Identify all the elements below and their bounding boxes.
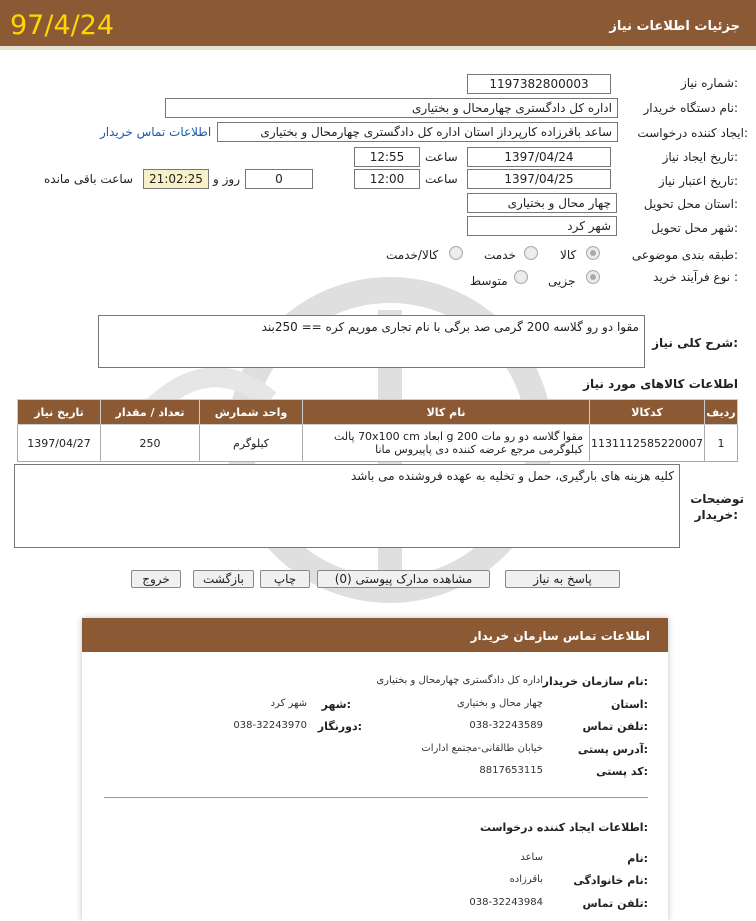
validity-time-field[interactable]: 12:00	[354, 169, 420, 189]
created-date-field[interactable]: 1397/04/24	[467, 147, 611, 167]
province-label-2: استان:	[610, 698, 648, 711]
cell-code: 1131112585220007	[590, 425, 705, 462]
items-table	[17, 399, 738, 462]
respond-button[interactable]: پاسخ به نیاز	[505, 570, 620, 588]
col-header-qty: تعداد / مقدار	[101, 400, 200, 425]
postal-value: 8817653115	[479, 765, 543, 776]
org-label: نام سازمان خریدار:	[542, 675, 648, 688]
name-value: ساعد	[520, 852, 543, 863]
days-label: روز و	[213, 172, 240, 186]
address-label: آدرس پستی:	[577, 743, 648, 756]
col-header-row: ردیف	[705, 400, 738, 425]
back-button[interactable]: بازگشت	[193, 570, 254, 588]
name-label: نام:	[627, 852, 648, 865]
buyer-notes-textarea[interactable]: کلیه هزینه های بارگیری، حمل و تخلیه به عهده فروشنده می باشد	[14, 464, 680, 548]
col-header-name: نام کالا	[303, 400, 590, 425]
cell-name	[303, 425, 590, 462]
creator-phone-label: تلفن تماس:	[582, 897, 648, 910]
cell-name-line2: کیلوگرمی مرجع عرضه کننده دی پاپیروس مانا	[375, 443, 584, 456]
province-field[interactable]: چهار محال و بختیاری	[467, 193, 617, 213]
col-header-code: کدکالا	[590, 400, 705, 425]
cell-row: 1	[705, 425, 738, 462]
fax-value: 038-32243970	[233, 720, 307, 731]
col-header-date: تاریخ نیاز	[18, 400, 101, 425]
category-radio-both[interactable]	[449, 246, 463, 260]
process-option-minor: جزیی	[548, 274, 576, 288]
page-title: جزئیات اطلاعات نیاز	[609, 19, 740, 34]
phone-value: 038-32243589	[469, 720, 543, 731]
buyer-contact-link[interactable]: اطلاعات تماس خریدار	[100, 125, 212, 139]
created-date-label: تاریخ ایجاد نیاز:	[662, 150, 738, 164]
header-date: 97/4/24	[10, 10, 115, 41]
process-option-medium: متوسط	[470, 274, 508, 288]
created-time-field[interactable]: 12:55	[354, 147, 420, 167]
created-time-label: ساعت	[425, 150, 458, 164]
days-field[interactable]: 0	[245, 169, 313, 189]
print-button[interactable]: چاپ	[260, 570, 310, 588]
address-value: خیابان طالقانی-مجتمع ادارات	[421, 743, 543, 754]
items-section-title: اطلاعات کالاهای مورد نیاز	[583, 377, 738, 391]
creator-label: ایجاد کننده درخواست:	[637, 126, 748, 140]
category-option-both: کالا/خدمت	[386, 248, 439, 262]
city-field[interactable]: شهر کرد	[467, 216, 617, 236]
process-label: نوع فرآیند خرید :	[653, 270, 738, 284]
process-radio-minor[interactable]	[586, 270, 600, 284]
province-value-2: چهار محال و بختیاری	[456, 698, 543, 709]
category-option-service: خدمت	[484, 248, 516, 262]
category-radio-goods[interactable]	[586, 246, 600, 260]
buyer-org-field[interactable]: اداره کل دادگستری چهارمحال و بختیاری	[165, 98, 618, 118]
buyer-notes-label-1: توضیحات	[690, 492, 744, 506]
city-value-2: شهر کرد	[270, 698, 307, 709]
validity-date-label: تاریخ اعتبار نیاز:	[658, 174, 738, 188]
category-radio-service[interactable]	[524, 246, 538, 260]
category-label: طبقه بندی موضوعی:	[631, 248, 738, 262]
creator-field[interactable]: ساعد باقرزاده کارپرداز استان اداره کل دادگستری چهارمحال و بختیاری	[217, 122, 618, 142]
phone-label: تلفن تماس:	[582, 720, 648, 733]
process-radio-medium[interactable]	[514, 270, 528, 284]
category-option-goods: کالا	[560, 248, 577, 262]
cell-qty: 250	[101, 425, 200, 462]
postal-label: کد پستی:	[596, 765, 648, 778]
panel-divider	[104, 797, 648, 798]
creator-info-title: اطلاعات ایجاد کننده درخواست:	[480, 821, 648, 834]
buyer-notes-label-2: خریدار:	[694, 508, 738, 522]
contact-panel	[82, 618, 668, 921]
summary-label: شرح کلی نیاز:	[652, 336, 738, 350]
col-header-unit: واحد شمارش	[200, 400, 303, 425]
validity-time-label: ساعت	[425, 172, 458, 186]
creator-phone-value: 038-32243984	[469, 897, 543, 908]
validity-date-field[interactable]: 1397/04/25	[467, 169, 611, 189]
cell-unit: کیلوگرم	[200, 425, 303, 462]
remaining-label: ساعت باقی مانده	[44, 172, 134, 186]
city-label-2: شهر:	[321, 698, 351, 711]
table-row	[18, 425, 738, 462]
need-number-label: شماره نیاز:	[680, 76, 738, 90]
cell-name-line1: مقوا گلاسه دو رو مات 200 g ابعاد 70x100 cm پالت	[334, 430, 584, 443]
family-label: نام خانوادگی:	[573, 874, 648, 887]
fax-label: دورنگار:	[317, 720, 362, 733]
need-number-field[interactable]: 1197382800003	[467, 74, 611, 94]
province-label: استان محل تحویل:	[643, 197, 738, 211]
buyer-org-label: نام دستگاه خریدار:	[643, 101, 738, 115]
remaining-time-field: 21:02:25	[143, 169, 209, 189]
family-value: باقرزاده	[509, 874, 543, 885]
org-value: اداره کل دادگستری چهارمحال و بختیاری	[376, 675, 543, 686]
city-label: شهر محل تحویل:	[651, 221, 738, 235]
exit-button[interactable]: خروج	[131, 570, 181, 588]
summary-textarea[interactable]: مقوا دو رو گلاسه 200 گرمی صد برگی با نام تجاری موریم کره == 250بند	[98, 315, 645, 368]
contact-panel-title: اطلاعات تماس سازمان خریدار	[470, 629, 650, 643]
attachments-button[interactable]: مشاهده مدارک پیوستی (0)	[317, 570, 490, 588]
cell-date: 1397/04/27	[18, 425, 101, 462]
